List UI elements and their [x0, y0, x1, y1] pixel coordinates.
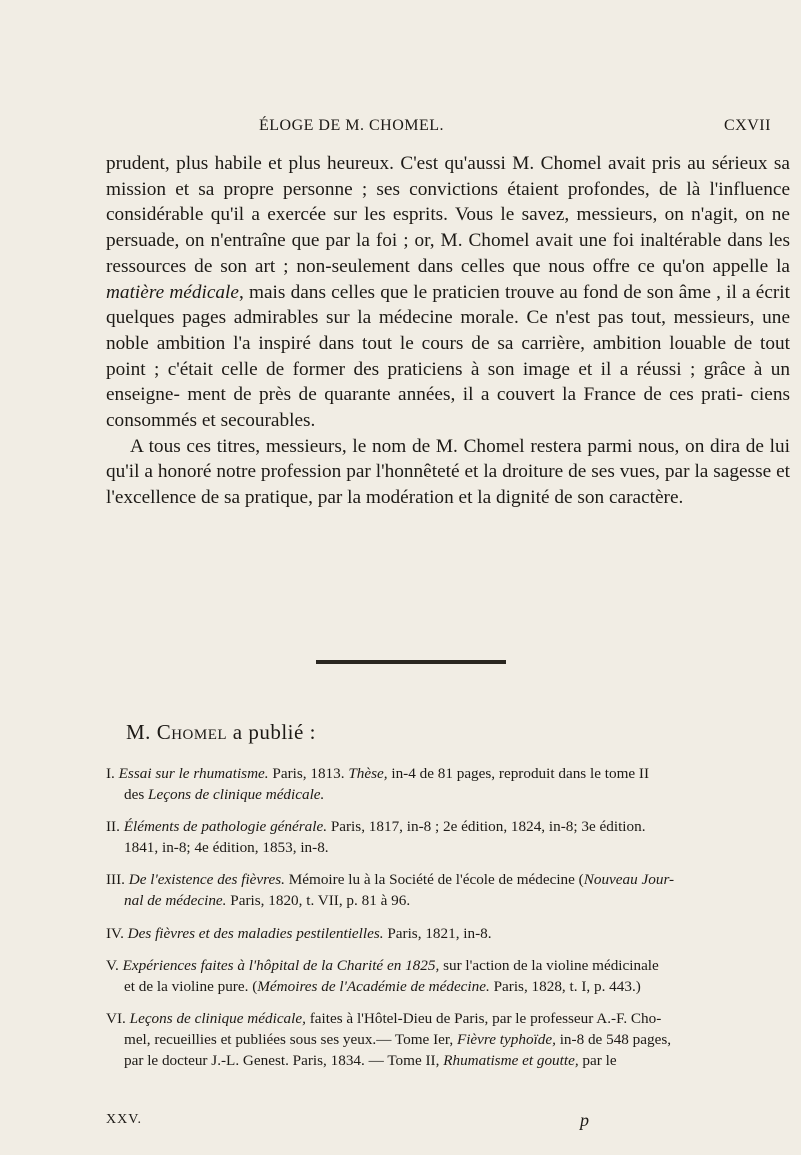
item-text: mel, recueillies et publiées sous ses yeux.— Tome Ier, [124, 1030, 457, 1048]
section-divider [316, 660, 506, 664]
bibliography-item [106, 817, 790, 858]
work-title: Des fièvres et des maladies pestilentielles. [127, 924, 384, 942]
item-continuation [106, 838, 790, 859]
work-title: nal de médecine. [124, 891, 227, 909]
text-line: profondes, de là l'influence considérable qu'il a exercée sur les esprits. [106, 178, 790, 226]
work-title: Éléments de pathologie générale. [123, 818, 328, 836]
work-title: Rhumatisme et goutte, [443, 1051, 579, 1069]
item-continuation [106, 977, 790, 998]
bibliography-item [106, 924, 790, 945]
text-line: ciens consommés et secourables. [106, 384, 790, 432]
bibliography-item [106, 1009, 790, 1071]
item-text: 1841, in-8; 4e édition, 1853, in-8. [124, 838, 329, 856]
item-text: par le docteur J.-L. Genest. Paris, 1834. — Tome II, [124, 1051, 444, 1069]
item-continuation [106, 1030, 790, 1071]
text-line: le cours de sa carrière, ambition louable de tout point ; c'était celle de [106, 332, 790, 380]
item-number: VI. [106, 1010, 126, 1028]
page-number: CXVII [724, 117, 771, 134]
work-title: Essai sur le rhumatisme. [118, 765, 269, 782]
work-title: Fièvre typhoïde, [456, 1030, 556, 1048]
text-line: par la foi ; or, M. Chomel avait une foi inaltérable dans les ressources de [106, 230, 790, 277]
publications-heading [126, 720, 316, 745]
item-text: par le [578, 1051, 617, 1069]
work-title: Leçons de clinique médicale. [148, 785, 325, 803]
item-text: Paris, 1828, t. I, p. 443.) [489, 977, 641, 995]
text-line: , mais dans celles que le praticien trouve au fond de [238, 281, 642, 303]
work-title: Expériences faites à l'hôpital de la Charité en 1825, [122, 957, 440, 975]
author-name: Chomel [156, 720, 228, 744]
text-line: A tous ces titres, messieurs, le nom de M. Chomel restera parmi [130, 435, 633, 457]
item-text: des [124, 785, 149, 803]
bibliography-item [106, 870, 790, 911]
item-text: faites à l'Hôtel-Dieu de Paris, par le professeur A.-F. Cho- [305, 1010, 662, 1028]
item-text: Paris, 1821, in-8. [383, 924, 492, 942]
item-text: in-8 de 548 pages, [555, 1030, 672, 1048]
item-text: et de la violine pure. ( [124, 977, 258, 995]
text-line: son âme , il a écrit quelques pages admirables sur la médecine morale. [106, 281, 791, 329]
bibliography-list [106, 764, 790, 1083]
work-title: Leçons de clinique médicale, [129, 1010, 306, 1028]
paragraph-1 [106, 151, 790, 434]
text-line: Ce n'est pas tout, messieurs, une noble ambition l'a inspiré dans tout [106, 307, 791, 354]
eulogy-text [106, 151, 790, 511]
item-number: II. [106, 818, 120, 836]
text-line: former des praticiens à son image et il a réussi ; grâce à un enseigne- [106, 358, 790, 406]
running-header [0, 117, 801, 141]
text-line: prudent, plus habile et plus heureux. C'est qu'aussi M. Chomel avait [106, 153, 646, 174]
item-text: Paris, 1817, in-8 ; 2e édition, 1824, in-8; 3e édition. [327, 818, 646, 836]
bibliography-item [106, 956, 790, 997]
work-title: Thèse, [348, 765, 388, 782]
italic-term: matière médicale [106, 281, 239, 303]
signature-mark: XXV. [106, 1112, 143, 1127]
text-line: pris au sérieux sa mission et sa propre personne ; ses convictions étaient [106, 153, 790, 200]
work-title: Nouveau Jour- [583, 871, 675, 889]
bibliography-item [106, 764, 790, 805]
item-number: I. [106, 765, 115, 782]
text-line: par la modération et la dignité de son caractère. [317, 487, 684, 509]
item-text: in-4 de 81 pages, reproduit dans le tome II [387, 765, 650, 782]
item-number: III. [106, 871, 125, 889]
signature-letter: p [580, 1110, 589, 1130]
text-line: Vous le savez, messieurs, on n'agit, on ne persuade, on n'entraîne que [106, 204, 790, 252]
text-line: nous, on dira de lui qu'il a honoré notre profession par l'honnêteté et [106, 435, 790, 483]
item-number: V. [106, 957, 119, 975]
item-text: Mémoire lu à la Société de l'école de médecine ( [284, 871, 584, 889]
text-line: son art ; non-seulement dans celles que nous offre ce qu'on appelle la [220, 255, 790, 277]
item-text: sur l'action de la violine médicinale [439, 957, 659, 975]
paragraph-2 [106, 434, 790, 511]
work-title: De l'existence des fièvres. [128, 871, 285, 889]
heading-suffix: a publié : [227, 720, 316, 744]
item-text: Paris, 1820, t. VII, p. 81 à 96. [226, 891, 411, 909]
heading-prefix: M. [126, 720, 157, 744]
item-number: IV. [106, 924, 124, 942]
item-continuation [106, 891, 790, 912]
item-text: Paris, 1813. [268, 765, 349, 782]
item-continuation [106, 785, 790, 806]
text-line: ment de près de quarante années, il a couvert la France de ces prati- [187, 384, 743, 406]
text-line: la droiture de ses vues, par la sagesse et l'excellence de sa pratique, [106, 461, 790, 509]
running-title: ÉLOGE DE M. CHOMEL. [259, 117, 445, 134]
work-title: Mémoires de l'Académie de médecine. [257, 977, 490, 995]
